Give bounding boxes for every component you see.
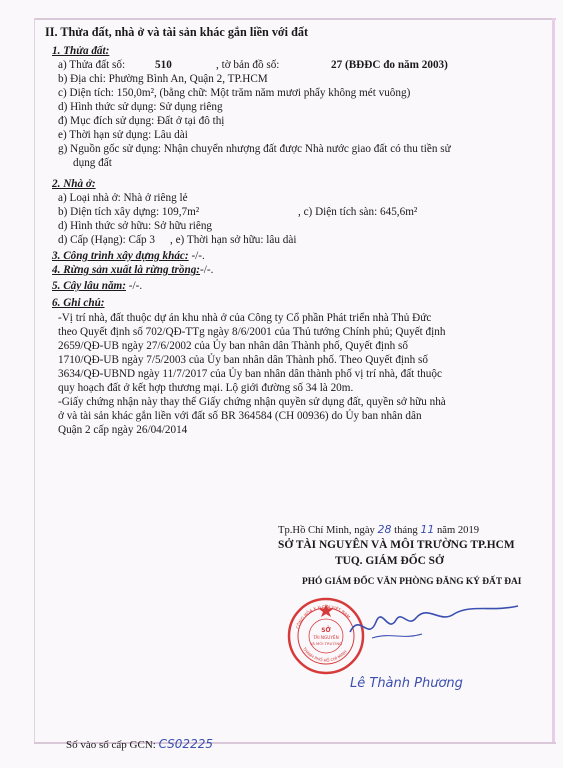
other-construction-label: 3. Công trình xây dựng khác: — [52, 250, 189, 262]
land-origin-cont: dụng đất — [73, 157, 112, 169]
page-border-left — [34, 18, 35, 744]
house-ownership-form: d) Hình thức sở hữu: Sở hữu riêng — [58, 220, 213, 232]
production-forest-label: 4. Rừng sản xuất là rừng trồng: — [52, 264, 201, 276]
notes-line: 2659/QĐ-UB ngày 27/6/2002 của Ủy ban nhân dân Thành phố, Quyết định số — [58, 340, 408, 352]
house-type: a) Loại nhà ở: Nhà ở riêng lẻ — [58, 192, 188, 204]
house-grade: d) Cấp (Hạng): Cấp 3 — [58, 234, 155, 246]
registry-value: CS02225 — [158, 737, 213, 751]
notes-line: Quận 2 cấp ngày 26/04/2014 — [58, 424, 188, 436]
perennial-trees — [52, 280, 142, 293]
registry-label: Số vào sổ cấp GCN: — [66, 739, 156, 751]
other-construction — [52, 250, 205, 263]
notes-heading: 6. Ghi chú: — [52, 297, 105, 309]
date-day: 28 — [377, 523, 392, 536]
land-use-term: e) Thời hạn sử dụng: Lâu dài — [58, 129, 188, 141]
production-forest — [52, 264, 213, 277]
deputy-title: PHÓ GIÁM ĐỐC VĂN PHÒNG ĐĂNG KÝ ĐẤT ĐAI — [302, 577, 522, 587]
notes-line: 3634/QĐ-UBND ngày 11/7/2017 của Ủy ban nhân dân thành phố vị trí nhà, đất thuộc — [58, 368, 442, 380]
date-month: 11 — [420, 523, 435, 536]
registry-number — [66, 738, 213, 752]
signing-date — [278, 523, 479, 537]
land-map-label: , tờ bản đồ số: — [216, 59, 280, 71]
land-use-form: d) Hình thức sử dụng: Sử dụng riêng — [58, 101, 223, 113]
date-year: năm 2019 — [437, 525, 480, 536]
house-ownership-term: , e) Thời hạn sở hữu: lâu dài — [170, 234, 297, 246]
svg-text:CỘNG HÒA X.H.C.N VIỆT NAM: CỘNG HÒA X.H.C.N VIỆT NAM — [295, 603, 352, 630]
land-heading: 1. Thửa đất: — [52, 45, 110, 57]
notes-line: 1710/QĐ-UB ngày 7/5/2003 của Ủy ban nhân dân Thành phố. Theo Quyết định số — [58, 354, 428, 366]
other-construction-value: -/-. — [188, 250, 205, 262]
page-border-right — [552, 18, 555, 744]
notes-line: -Giấy chứng nhận này thay thế Giấy chứng nhận quyền sử dụng đất, quyền sở hữu nhà — [58, 396, 446, 408]
house-floor-area: , c) Diện tích sàn: 645,6m² — [298, 206, 418, 218]
house-build-area: b) Diện tích xây dựng: 109,7m² — [58, 206, 200, 218]
land-parcel-value: 510 — [155, 59, 172, 71]
land-parcel-label: a) Thửa đất số: — [58, 59, 126, 71]
house-heading: 2. Nhà ở: — [52, 178, 96, 190]
land-address: b) Địa chỉ: Phường Bình An, Quận 2, TP.HCM — [58, 73, 268, 85]
tuq-title: TUQ. GIÁM ĐỐC SỞ — [335, 555, 444, 567]
land-map-value: 27 (BĐĐC đo năm 2003) — [331, 59, 448, 71]
notes-line: -Vị trí nhà, đất thuộc dự án khu nhà ở của Công ty Cổ phần Phát triển nhà Thủ Đức — [58, 312, 432, 324]
notes-line: ở và tài sản khác gắn liền với đất số BR 364584 (CH 00936) do Ủy ban nhân dân — [58, 410, 422, 422]
production-forest-value: -/-. — [200, 264, 214, 276]
land-origin: g) Nguồn gốc sử dụng: Nhận chuyển nhượng đất được Nhà nước giao đất có thu tiền sử — [58, 143, 451, 155]
perennial-trees-value: -/-. — [125, 280, 143, 292]
date-month-label: tháng — [394, 525, 418, 536]
svg-text:TÀI NGUYÊN: TÀI NGUYÊN — [313, 635, 339, 640]
date-prefix: Tp.Hồ Chí Minh, ngày — [278, 525, 375, 536]
land-use-purpose: đ) Mục đích sử dụng: Đất ở tại đô thị — [58, 115, 225, 127]
section-title: II. Thửa đất, nhà ở và tài sản khác gắn liền với đất — [45, 25, 309, 39]
svg-text:VÀ MÔI TRƯỜNG: VÀ MÔI TRƯỜNG — [309, 641, 343, 646]
notes-line: quy hoạch đất ở kết hợp thương mại. Lộ giới đường số 34 là 20m. — [58, 382, 354, 394]
svg-text:SỞ: SỞ — [321, 627, 331, 634]
perennial-trees-label: 5. Cây lâu năm: — [52, 280, 126, 292]
page-border-top — [34, 18, 556, 20]
signer-name: Lê Thành Phương — [350, 676, 463, 691]
issuing-org: SỞ TÀI NGUYÊN VÀ MÔI TRƯỜNG TP.HCM — [278, 539, 515, 551]
notes-line: theo Quyết định số 702/QĐ-TTg ngày 8/6/2001 của Thủ tướng Chính phủ; Quyết định — [58, 326, 446, 338]
svg-text:THÀNH PHỐ HỒ CHÍ MINH: THÀNH PHỐ HỒ CHÍ MINH — [301, 646, 348, 663]
handwritten-signature — [342, 592, 542, 652]
land-area: c) Diện tích: 150,0m², (bằng chữ: Một trăm năm mươi phẩy không mét vuông) — [58, 87, 411, 99]
